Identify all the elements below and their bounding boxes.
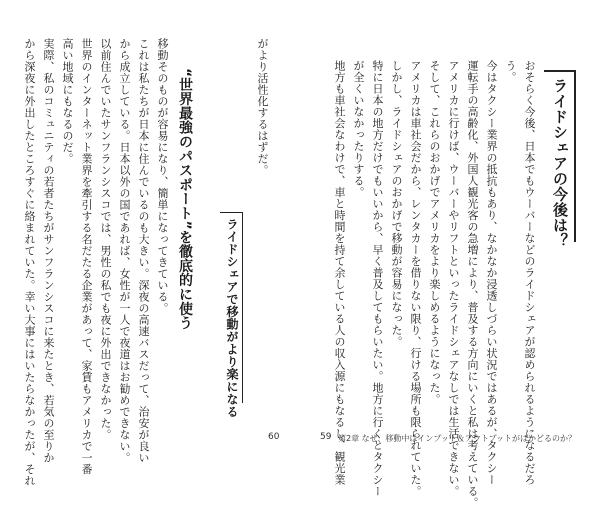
left-body-line: 実際、私のコミュニティの若者たちがサンフランシスコに来たとき、若気の至りか — [42, 38, 55, 464]
left-body-line: から深夜に外出したところすぐに絡まれていた。幸い大事にはいたらなかったが、それ — [23, 38, 36, 487]
right-body-line: 特に日本の地方だけでもいいから、早く普及してもらいたい。地方に行くとタクシー — [371, 60, 384, 497]
right-body-line: 今はタクシー業界の抵抗もあり、なかなか浸透しづらい状況ではあるが、タクシー — [485, 60, 498, 486]
left-page — [0, 0, 300, 487]
subheading-rideshare: ライドシェアで移動がより楽になる — [225, 218, 239, 418]
right-body-line: が全くいなかったりする。 — [352, 60, 365, 198]
left-body-line: これは私たちが日本に住んでいるのも大きい。深夜の高速バスだって、治安が良い — [137, 38, 150, 464]
left-body-line: 世界のインターネット業界を牽引する名だたる企業があって、家賃もアメリカで一番 — [80, 38, 93, 475]
right-body-line: おそらく今後、日本でもウーバーなどのライドシェアが認められるようになるだろ — [523, 60, 536, 486]
right-body-line: アメリカは車社会だから、レンタカーを借りない限り、行ける場所も限られていた。 — [409, 60, 422, 497]
right-body-line: 運転手の高齢化、外国人観光客の急増により、普及する方向にいくと私は考えている。 — [466, 60, 479, 509]
left-top-line: がより活性化するはずだ。 — [256, 38, 269, 176]
right-body-line: しかし、ライドシェアのおかげで移動が容易になった。 — [390, 60, 403, 348]
right-body-line: 地方も車社会なわけで、車と時間を持て余している人の収入源にもなるし、観光業 — [333, 60, 346, 486]
right-body-line: アメリカに行けば、ウーバーやリフトといったライドシェアなしでは生活できない。 — [447, 60, 460, 497]
right-page — [300, 0, 600, 509]
left-body-line: 移動そのものが容易になり、簡単になってきている。 — [156, 38, 169, 314]
running-header: 第2章 なぜ、移動中はインプット＆アウトプットがはかどるのか？ — [338, 434, 577, 443]
right-body-line: そして、これらのおかげでアメリカをより楽しめるようになった。 — [428, 60, 441, 405]
page-number-left: 60 — [268, 432, 280, 442]
left-body-line: 以前住んでいたサンフランシスコでは、男性の私でも夜に外出できなかった。 — [99, 38, 112, 441]
page-number-right: 59 — [320, 432, 332, 442]
subheading-bracket — [220, 212, 243, 403]
section-title: ライドシェアの今後は？ — [551, 78, 569, 249]
right-body-line: う。 — [504, 60, 517, 83]
left-body-line: から成立している。日本以外の国であれば、女性が一人で夜道はお勧めできない。 — [118, 38, 131, 464]
section-title-bracket — [544, 70, 576, 242]
subheading-passport: “世界最強のパスポート”を徹底的に使う — [177, 68, 193, 331]
left-body-line: 高い地域にもなるのだ。 — [61, 38, 74, 165]
